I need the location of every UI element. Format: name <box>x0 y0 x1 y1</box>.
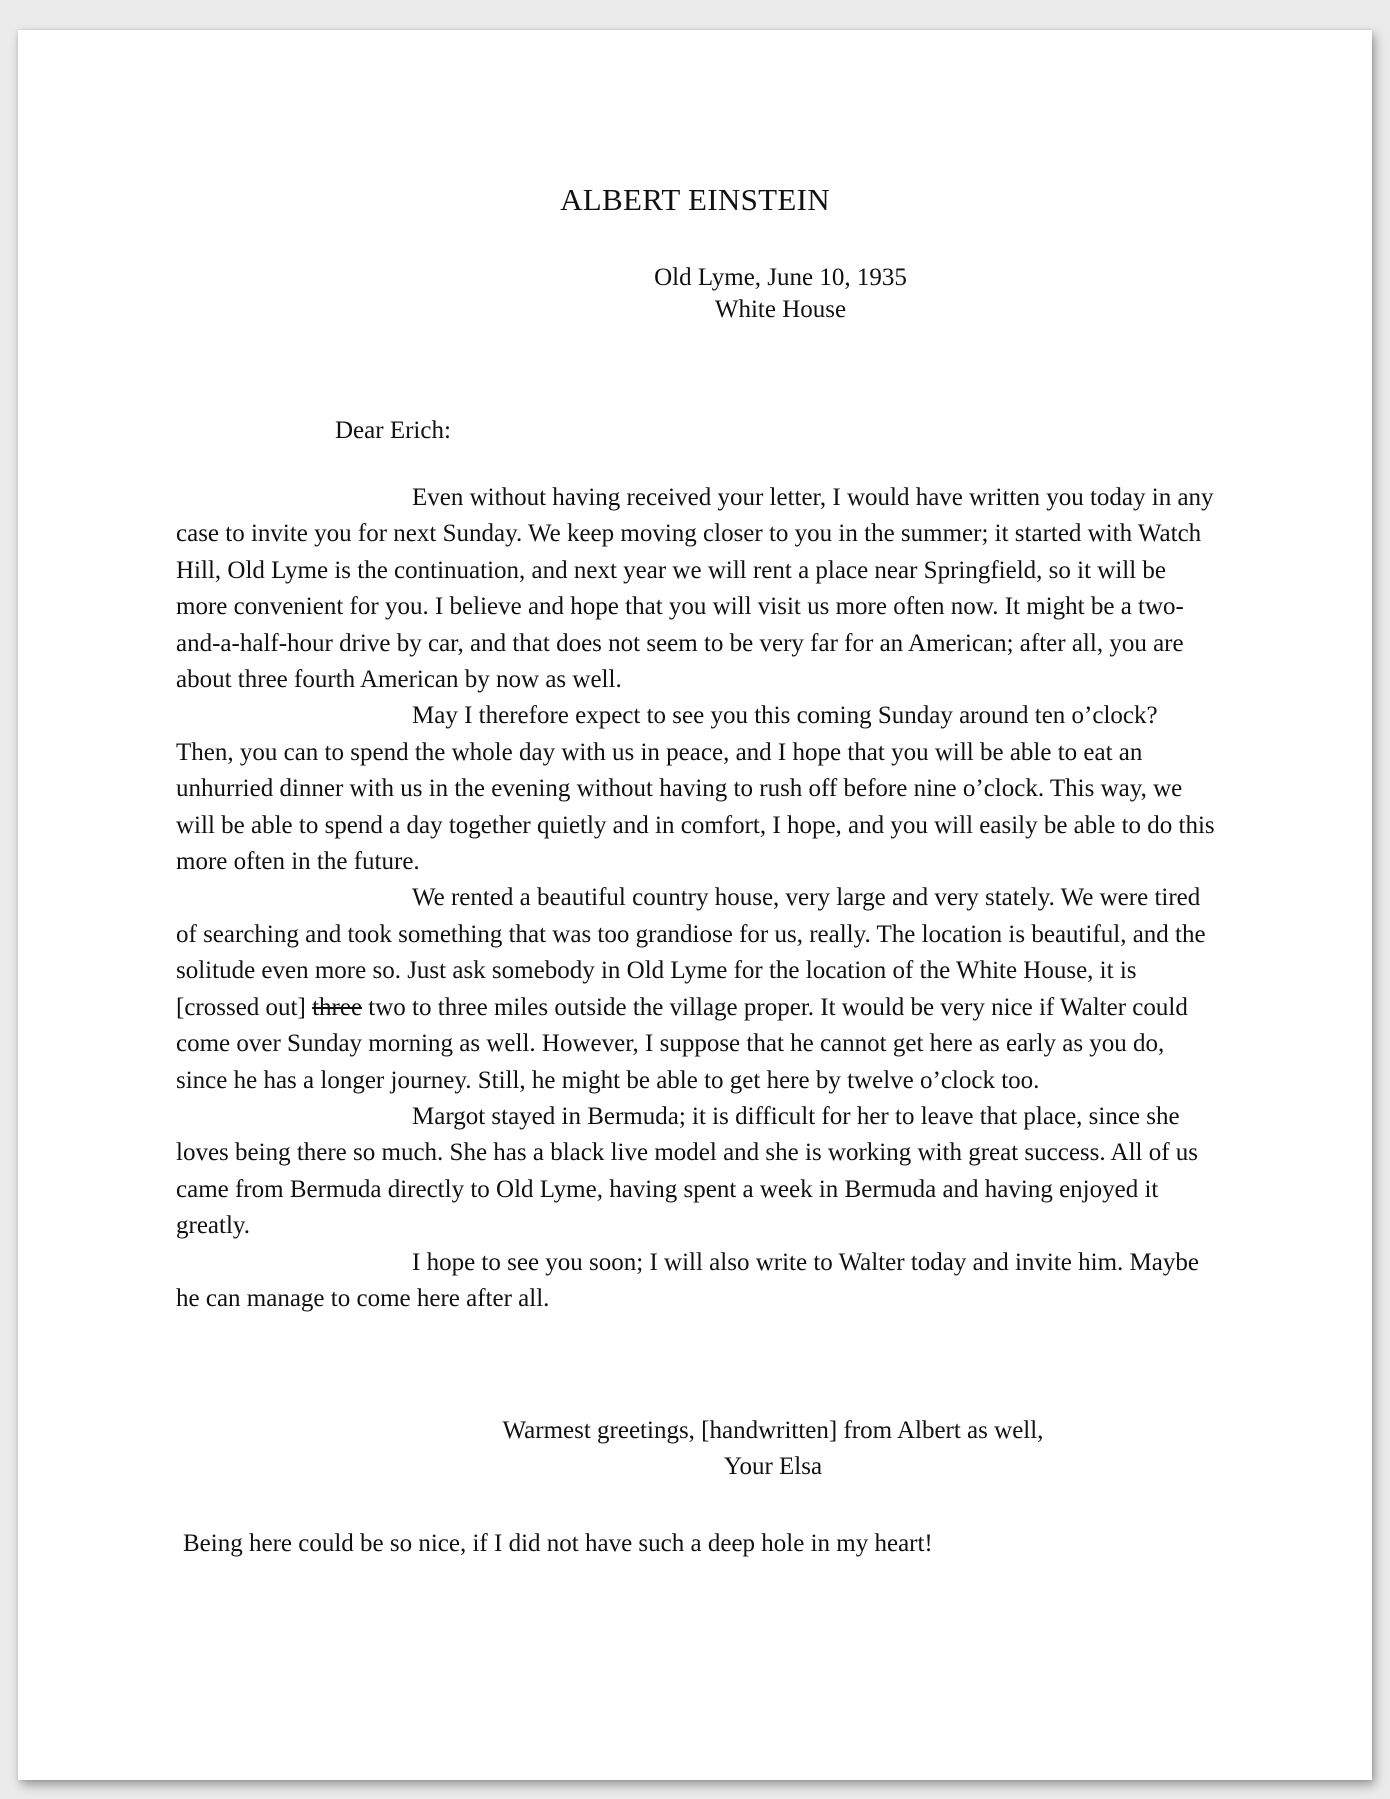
house-name: White House <box>714 296 847 323</box>
closing <box>488 1413 1058 1486</box>
letter-body <box>176 480 1216 1317</box>
paragraph-4: Margot stayed in Bermuda; it is difficult for her to leave that place, since she loves being there so much. She has a black live model and she is working with great success. All of us came from Bermuda directly to Old Lyme, having spent a week in Bermuda and having enjoyed it greatly. <box>176 1102 1199 1240</box>
paragraph-3 <box>176 880 1216 1098</box>
place-date: Old Lyme, June 10, 1935 <box>654 264 907 291</box>
paragraph-1: Even without having received your letter, I would have written you today in any case to invite you for next Sunday. We keep moving closer to you in the summer; it started with Watch Hill, Old Lyme is the continuation, and next year we will rent a place near Springfield, so it will be more convenient for you. I believe and hope that you will visit us more often now. It might be a two-and-a-half-hour drive by car, and that does not seem to be very far for an American; after all, you are about three fourth American by now as well. <box>176 484 1214 694</box>
closing-signature: Your Elsa <box>723 1453 823 1481</box>
letter-page <box>18 30 1372 1780</box>
closing-greeting: Warmest greetings, [handwritten] from Albert as well, <box>502 1417 1044 1444</box>
postscript: Being here could be so nice, if I did not have such a deep hole in my heart! <box>183 1530 933 1557</box>
paragraph-5: I hope to see you soon; I will also write to Walter today and invite him. Maybe he can manage to come here after all. <box>176 1248 1199 1312</box>
salutation: Dear Erich: <box>335 417 451 444</box>
paragraph-3-part-2: two to three miles outside the village proper. It would be very nice if Walter could come over Sunday morning as well. However, I suppose that he cannot get here as early as you do, since he has a longer journey. Still, he might be able to get here by twelve o’clock too. <box>176 993 1188 1094</box>
paragraph-3-part-1: We rented a beautiful country house, very large and very stately. We were tired of searching and took something that was too grandiose for us, really. The location is beautiful, and the solitude even more so. Just ask somebody in Old Lyme for the location of the White House, it is [crossed out] <box>176 884 1206 1021</box>
letterhead: ALBERT EINSTEIN <box>560 182 830 217</box>
dateline <box>578 262 983 326</box>
paragraph-2: May I therefore expect to see you this coming Sunday around ten o’clock? Then, you can to spend the whole day with us in peace, and I hope that you will be able to eat an unhurried dinner with us in the evening without having to rush off before nine o’clock. This way, we will be able to spend a day together quietly and in comfort, I hope, and you will easily be able to do this more often in the future. <box>176 702 1215 876</box>
struck-word: three <box>312 993 363 1021</box>
